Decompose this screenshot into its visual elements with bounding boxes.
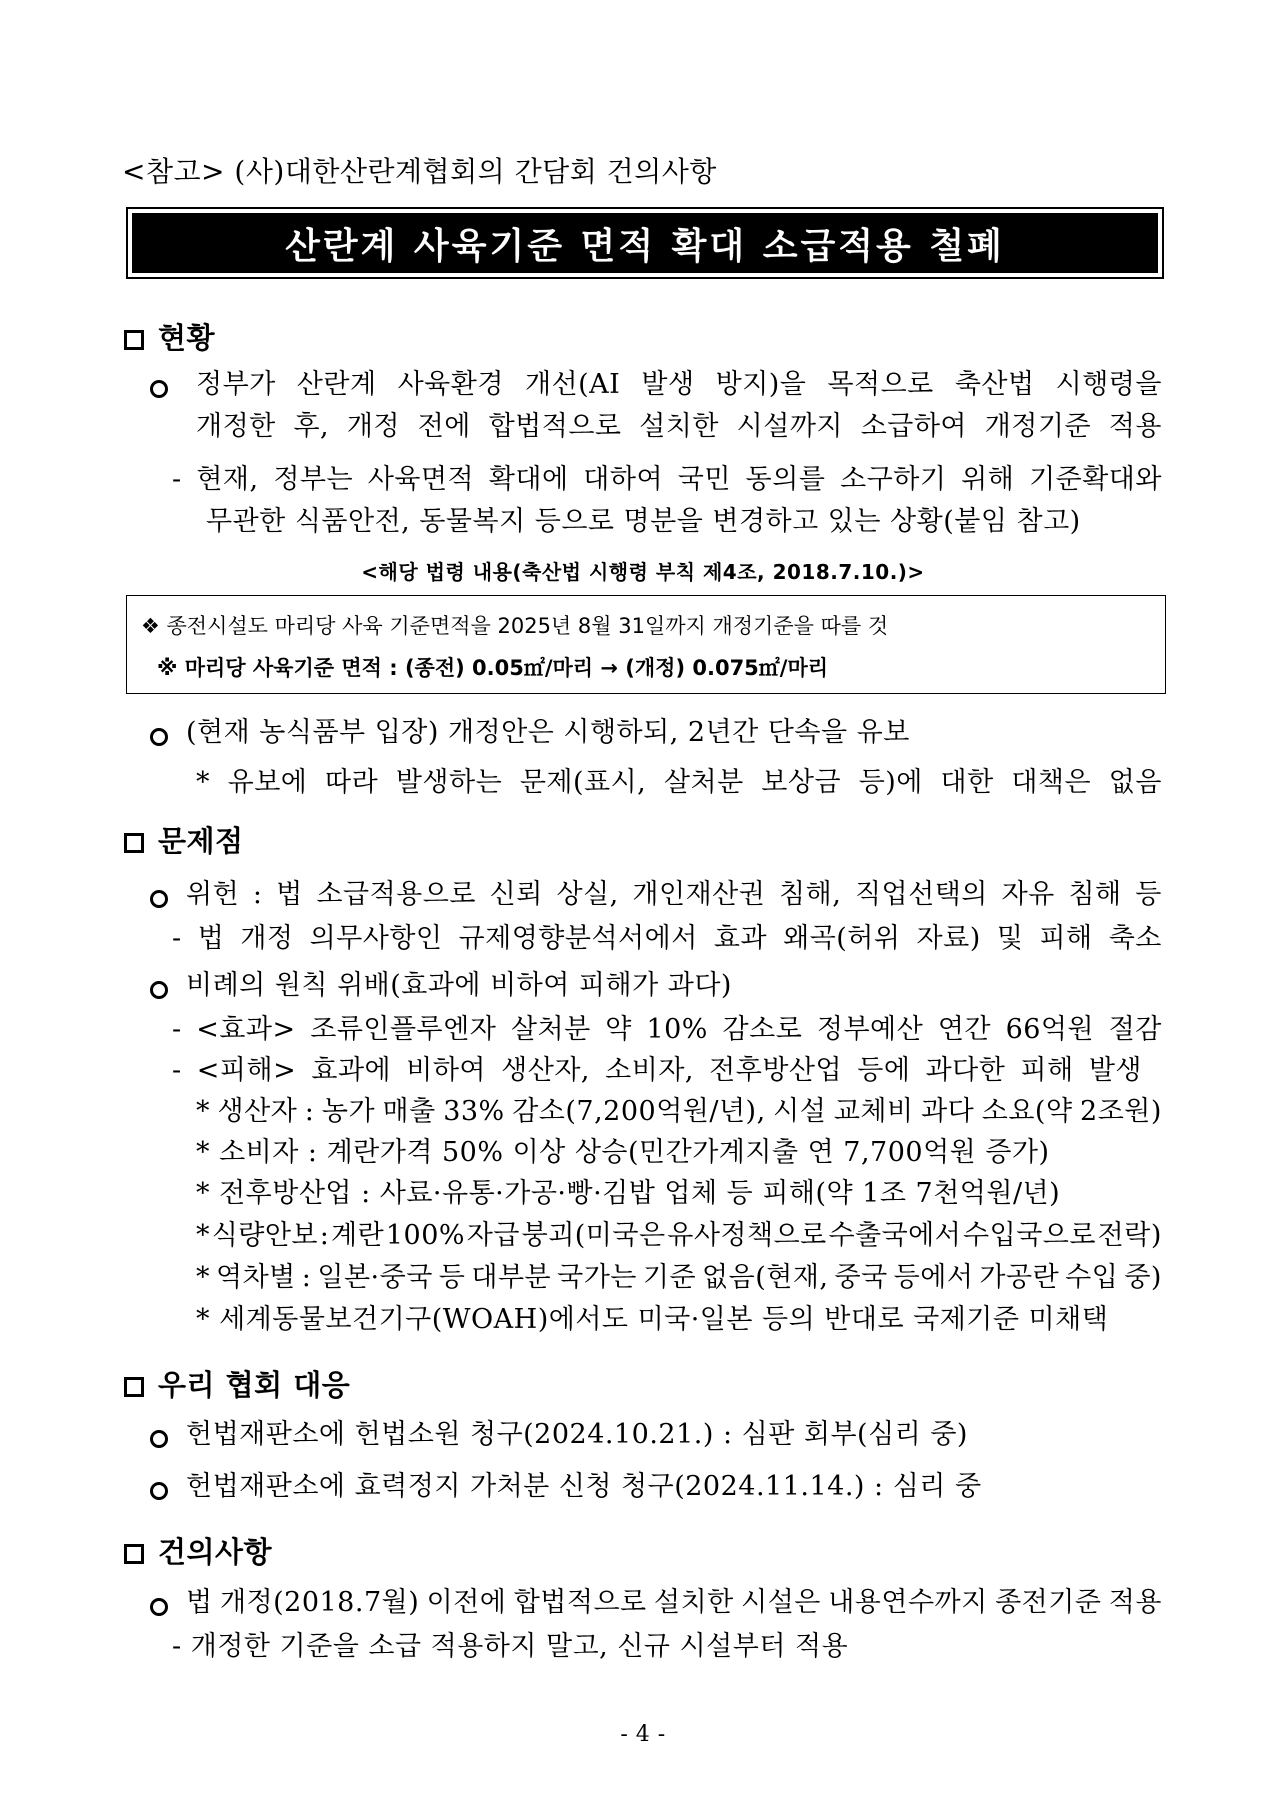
problems-dash2: - <효과> 조류인플루엔자 살처분 약 10% 감소로 정부예산 연간 66억원 절감	[172, 1014, 1162, 1045]
status-item1-line1: 정부가 산란계 사육환경 개선(AI 발생 방지)을 목적으로 축산법 시행령을	[196, 369, 1162, 400]
checkbox-square-icon	[124, 1377, 144, 1397]
circle-bullet	[150, 1419, 168, 1459]
problems-item1: 위헌 : 법 소급적용으로 신뢰 상실, 개인재산권 침해, 직업선택의 자유 침해 등	[186, 879, 1162, 910]
checkbox-square-icon	[124, 330, 144, 350]
heading-text: 건의사항	[158, 1535, 273, 1569]
response-item2: 헌법재판소에 효력정지 가처분 신청 청구(2024.11.14.) : 심리 중	[186, 1471, 982, 1502]
response-item1: 헌법재판소에 헌법소원 청구(2024.10.21.) : 심판 회부(심리 중)	[186, 1419, 968, 1450]
page-number: - 4 -	[620, 1722, 666, 1747]
document-title: 산란계 사육기준 면적 확대 소급적용 철폐	[132, 213, 1158, 273]
problems-item2: 비례의 원칙 위배(효과에 비하여 피해가 과다)	[186, 970, 732, 1001]
section-heading-suggestions	[124, 1532, 272, 1572]
status-dash1-line2: 무관한 식품안전, 동물복지 등으로 명분을 변경하고 있는 상황(붙임 참고)	[206, 506, 1081, 537]
problems-note: * 역차별 : 일본·중국 등 대부분 국가는 기준 없음(현재, 중국 등에서 가공란 수입 중)	[196, 1262, 1162, 1293]
suggestions-item1: 법 개정(2018.7월) 이전에 합법적으로 설치한 시설은 내용연수까지 종전기준 적용	[186, 1587, 1162, 1618]
status-note2: * 유보에 따라 발생하는 문제(표시, 살처분 보상금 등)에 대한 대책은 없음	[196, 767, 1162, 798]
legal-text-box	[126, 595, 1166, 694]
problems-note: * 전후방산업 : 사료·유통·가공·빵·김밥 업체 등 피해(약 1조 7천억원/년)	[196, 1178, 1061, 1209]
circle-bullet-icon	[150, 981, 168, 999]
title-box	[126, 207, 1164, 279]
heading-text: 현황	[158, 321, 216, 355]
circle-bullet-icon	[150, 728, 168, 746]
problems-note: * 생산자 : 농가 매출 33% 감소(7,200억원/년), 시설 교체비 과다 소요(약 2조원)	[196, 1096, 1162, 1127]
circle-bullet-icon	[150, 1430, 168, 1448]
section-heading-status	[124, 318, 215, 358]
problems-note: * 소비자 : 계란가격 50% 이상 상승(민간가계지출 연 7,700억원 증가)	[196, 1137, 1050, 1168]
status-item2: (현재 농식품부 입장) 개정안은 시행하되, 2년간 단속을 유보	[186, 717, 910, 748]
circle-bullet	[150, 970, 168, 1010]
heading-text: 우리 협회 대응	[158, 1368, 351, 1402]
reference-line: <참고> (사)대한산란계협회의 간담회 건의사항	[122, 155, 717, 188]
checkbox-square-icon	[124, 833, 144, 853]
suggestions-dash1: - 개정한 기준을 소급 적용하지 말고, 신규 시설부터 적용	[172, 1631, 849, 1662]
problems-note: * 세계동물보건기구(WOAH)에서도 미국·일본 등의 반대로 국제기준 미채택	[196, 1304, 1109, 1335]
problems-dash1: - 법 개정 의무사항인 규제영향분석서에서 효과 왜곡(허위 자료) 및 피해 축소	[172, 923, 1162, 954]
circle-bullet-icon	[150, 890, 168, 908]
circle-bullet	[150, 1587, 168, 1627]
heading-text: 문제점	[158, 824, 244, 858]
circle-bullet	[150, 369, 168, 409]
circle-bullet-icon	[150, 1482, 168, 1500]
status-dash1-line1: - 현재, 정부는 사육면적 확대에 대하여 국민 동의를 소구하기 위해 기준확대와	[172, 464, 1162, 495]
legal-box-line1: ❖ 종전시설도 마리당 사육 기준면적을 2025년 8월 31일까지 개정기준을 따를 것	[141, 614, 889, 638]
section-heading-response	[124, 1365, 350, 1405]
circle-bullet	[150, 879, 168, 919]
circle-bullet	[150, 1471, 168, 1511]
law-caption: <해당 법령 내용(축산법 시행령 부칙 제4조, 2018.7.10.)>	[361, 560, 925, 584]
checkbox-square-icon	[124, 1544, 144, 1564]
circle-bullet-icon	[150, 380, 168, 398]
problems-dash3: - <피해> 효과에 비하여 생산자, 소비자, 전후방산업 등에 과다한 피해 발생	[172, 1055, 1142, 1086]
section-heading-problems	[124, 821, 244, 861]
legal-box-line2: ※ 마리당 사육기준 면적 : (종전) 0.05㎡/마리 → (개정) 0.075㎡/마리	[157, 656, 829, 680]
circle-bullet	[150, 717, 168, 757]
problems-note: * 식량안보 : 계란 100% 자급 붕괴(미국은 유사정책으로 수출국에서 수입국으로 전락)	[196, 1220, 1162, 1251]
circle-bullet-icon	[150, 1598, 168, 1616]
status-item1-line2: 개정한 후, 개정 전에 합법적으로 설치한 시설까지 소급하여 개정기준 적용	[196, 411, 1162, 442]
